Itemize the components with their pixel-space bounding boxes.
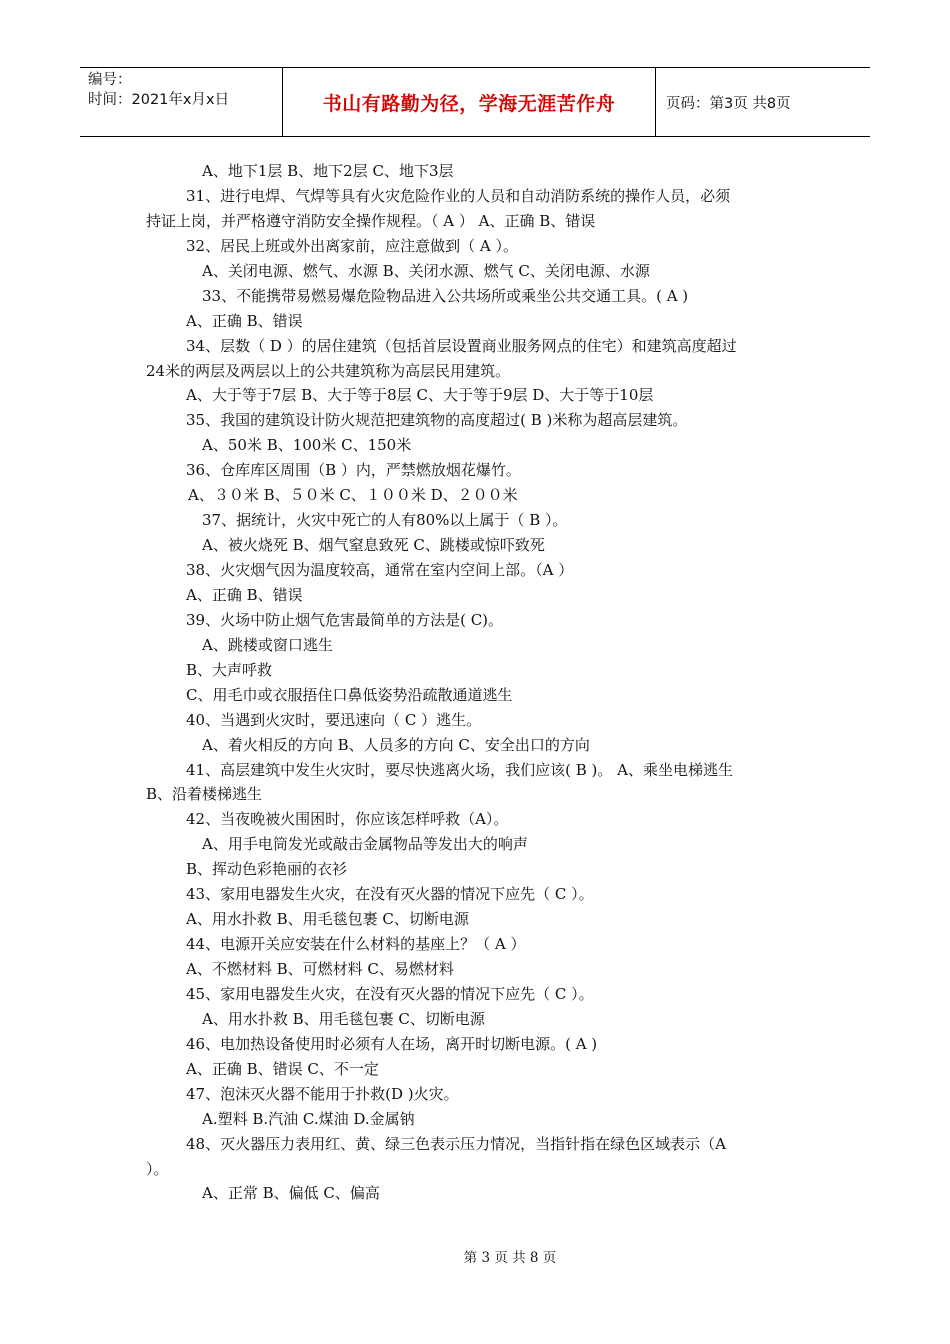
text-line: A、不燃材料 B、可燃材料 C、易燃材料 [186,960,454,978]
text-line: A、正确 B、错误 C、不一定 [186,1059,379,1078]
text-line: 35、我国的建筑设计防火规范把建筑物的高度超过( B )米称为超高层建筑。 [186,411,688,430]
text-line: 34、层数（ D ）的居住建筑（包括首层设置商业服务网点的住宅）和建筑高度超过 [186,336,737,355]
text-line: A、50米 B、100米 C、150米 [202,436,412,455]
document-header [80,67,870,137]
text-line: 39、火场中防止烟气危害最简单的方法是( C)。 [186,610,504,629]
text-line: 37、据统计，火灾中死亡的人有80%以上属于（ B ）。 [202,511,568,530]
text-line: B、挥动色彩艳丽的衣衫 [186,860,348,879]
document-number-label: 编号： [88,72,132,88]
text-line: 24米的两层及两层以上的公共建筑称为高层民用建筑。 [146,361,511,380]
text-line: B、大声呼救 [186,660,273,679]
document-time-label: 时间：2021年x月x日 [88,92,230,108]
text-line: 43、家用电器发生火灾，在没有灭火器的情况下应先（ C ）。 [186,885,594,904]
text-line: 33、不能携带易燃易爆危险物品进入公共场所或乘坐公共交通工具。( A ) [202,286,689,305]
text-line: 41、高层建筑中发生火灾时，要尽快逃离火场，我们应该( B )。 A、乘坐电梯逃生 [186,760,733,779]
text-line: 持证上岗，并严格遵守消防安全操作规程。（ A ） A、正确 B、错误 [146,211,596,230]
text-line: A、用水扑救 B、用毛毯包裹 C、切断电源 [186,910,469,929]
text-line: ）。 [146,1159,169,1178]
text-line: A、用手电筒发光或敲击金属物品等发出大的响声 [202,835,528,854]
text-line: 31、进行电焊、气焊等具有火灾危险作业的人员和自动消防系统的操作人员，必须 [186,186,731,205]
text-line: A、正常 B、偏低 C、偏高 [202,1184,380,1203]
text-line: C、用毛巾或衣服捂住口鼻低姿势沿疏散通道逃生 [186,685,513,704]
text-line: 38、火灾烟气因为温度较高，通常在室内空间上部。（A ） [186,561,574,579]
header-divider [655,68,656,136]
text-line: A、关闭电源、燃气、水源 B、关闭水源、燃气 C、关闭电源、水源 [202,261,650,280]
text-line: A.塑料 B.汽油 C.煤油 D.金属钠 [202,1109,415,1128]
text-line: 47、泡沫灭火器不能用于扑救(D )火灾。 [186,1084,459,1103]
text-line: 48、灭火器压力表用红、黄、绿三色表示压力情况，当指针指在绿色区域表示（A [186,1134,726,1153]
text-line: A、３０米 B、５０米 C、１００米 D、２００米 [188,486,518,505]
text-line: 40、当遇到火灾时，要迅速向（ C ）逃生。 [186,710,482,729]
text-line: 36、仓库库区周围（B ）内，严禁燃放烟花爆竹。 [186,461,521,480]
text-line: 44、电源开关应安装在什么材料的基座上？（ A ） [186,935,526,954]
text-line: 42、当夜晚被火围困时，你应该怎样呼救（A）。 [186,810,509,829]
header-motto: 书山有路勤为径，学海无涯苦作舟 [322,92,616,115]
text-line: 32、居民上班或外出离家前，应注意做到（ A ）。 [186,236,518,255]
page-footer: 第 3 页 共 8 页 [463,1250,557,1266]
text-line: A、正确 B、错误 [186,585,303,604]
text-line: 45、家用电器发生火灾，在没有灭火器的情况下应先（ C ）。 [186,984,594,1003]
text-line: A、被火烧死 B、烟气窒息致死 C、跳楼或惊吓致死 [202,536,545,555]
header-info [88,70,282,110]
text-line: A、用水扑救 B、用毛毯包裹 C、切断电源 [202,1009,485,1028]
text-line: A、着火相反的方向 B、人员多的方向 C、安全出口的方向 [202,735,590,754]
text-line: A、正确 B、错误 [186,311,303,330]
text-line: A、跳楼或窗口逃生 [202,635,333,654]
text-line: 46、电加热设备使用时必须有人在场，离开时切断电源。( A ) [186,1034,598,1053]
text-line: A、大于等于7层 B、大于等于8层 C、大于等于9层 D、大于等于10层 [186,386,654,405]
text-line: A、地下1层 B、地下2层 C、地下3层 [202,162,454,180]
text-line: B、沿着楼梯逃生 [146,785,263,804]
header-page-number: 页码：第3页 共8页 [666,95,791,112]
document-body [146,159,806,1206]
